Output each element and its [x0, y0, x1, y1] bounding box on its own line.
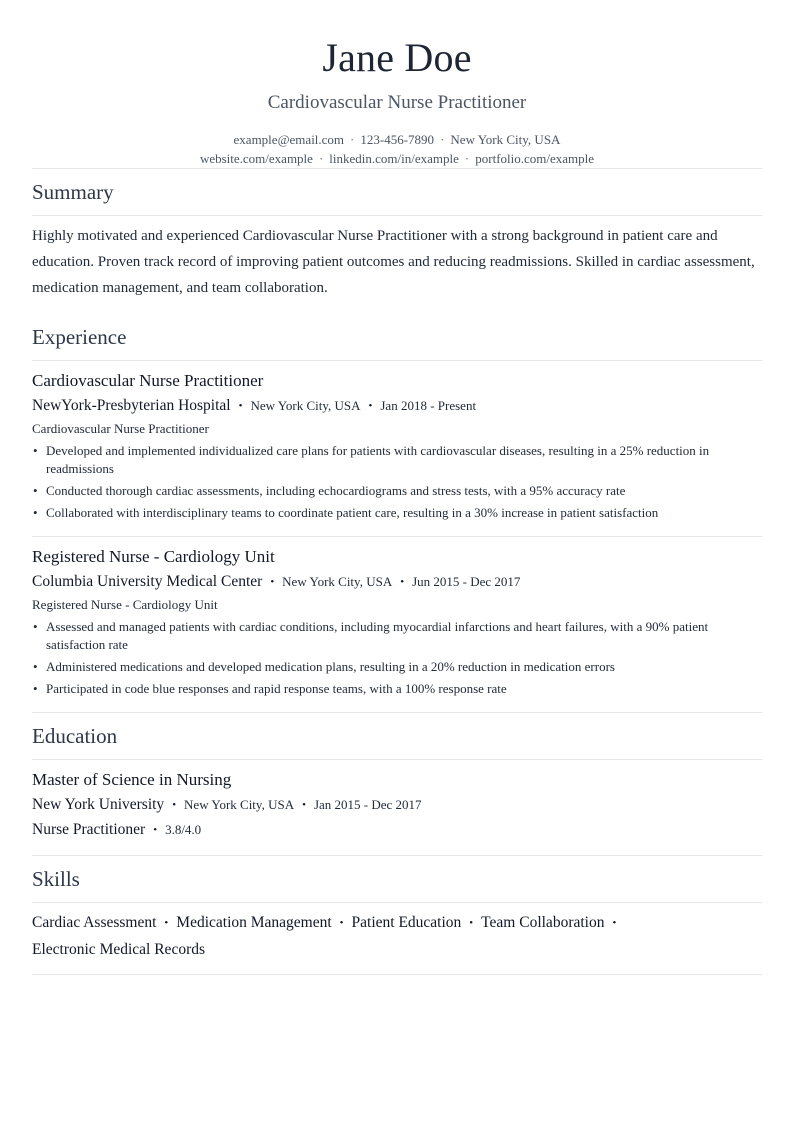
job-title: Cardiovascular Nurse Practitioner [32, 371, 264, 390]
summary-text: Highly motivated and experienced Cardiovascular Nurse Practitioner with a strong background in patient care and education. Proven track record of improving patient outcomes and reducing readmissions. Skilled in cardiac assessment, medication management, and team collaboration. [32, 228, 755, 296]
bullet-dot: • [612, 917, 617, 929]
skills-heading: Skills [32, 867, 80, 891]
contact-separator: · [350, 132, 355, 147]
job-location: New York City, USA [250, 398, 361, 413]
contact-portfolio-link[interactable]: portfolio.com/example [475, 151, 595, 166]
bullet-dot: • [153, 824, 158, 836]
achievement-item: • Collaborated with interdisciplinary teams to coordinate patient care, resulting in a 30% increase in patient satisfaction [32, 504, 762, 522]
job-organization: Columbia University Medical Center [32, 573, 263, 590]
achievement-item: • Administered medications and developed medication plans, resulting in a 20% reduction in medication errors [32, 658, 762, 676]
job-role: Registered Nurse - Cardiology Unit [32, 597, 218, 612]
education-institution: New York University [32, 796, 165, 813]
contact-separator: · [318, 151, 324, 166]
achievement-item: • Developed and implemented individualized care plans for patients with cardiovascular diseases, resulting in a 25% reduction in readmissions [32, 442, 762, 478]
contact-website-link[interactable]: website.com/example [199, 151, 313, 166]
education-specialty: Nurse Practitioner [32, 821, 146, 838]
bullet-dot: • [339, 917, 344, 929]
bullet-dot: • [270, 576, 275, 588]
skill-item: Electronic Medical Records [32, 941, 206, 958]
achievement-item: • Conducted thorough cardiac assessments, including echocardiograms and stress tests, with a 95% accuracy rate [32, 482, 762, 500]
contact-row-links [32, 149, 762, 168]
job-location: New York City, USA [282, 574, 393, 589]
job-meta [32, 396, 762, 417]
education-dates: Jan 2015 - Dec 2017 [313, 797, 422, 812]
education-meta [32, 795, 762, 816]
summary-heading: Summary [32, 180, 114, 204]
bullet-dot: • [302, 799, 306, 811]
job-dates: Jan 2018 - Present [380, 398, 477, 413]
job-achievements [32, 442, 762, 522]
bullet-dot: • [172, 799, 177, 811]
resume-header [32, 0, 762, 168]
skills-list [32, 903, 762, 974]
achievement-item: • Participated in code blue responses and rapid response teams, with a 100% response rate [32, 680, 762, 698]
education-detail [32, 820, 762, 841]
contact-row-primary [32, 130, 762, 149]
skill-item: Team Collaboration [481, 914, 605, 931]
education-gpa: 3.8/4.0 [165, 822, 202, 837]
job-title: Registered Nurse - Cardiology Unit [32, 547, 275, 566]
skill-item: Cardiac Assessment [32, 914, 157, 931]
job-role: Cardiovascular Nurse Practitioner [32, 421, 209, 436]
bullet-dot: • [400, 576, 405, 588]
bullet-dot: • [164, 917, 169, 929]
experience-entry [32, 537, 762, 712]
degree-title: Master of Science in Nursing [32, 770, 232, 789]
job-meta [32, 572, 762, 593]
contact-email[interactable]: example@email.com [233, 132, 345, 147]
job-organization: NewYork-Presbyterian Hospital [32, 397, 231, 414]
bullet-dot: • [469, 917, 474, 929]
job-achievements [32, 618, 762, 698]
experience-entry [32, 361, 762, 536]
education-entry [32, 760, 762, 855]
bullet-dot: • [368, 400, 373, 412]
experience-heading: Experience [32, 325, 127, 349]
contact-linkedin-link[interactable]: linkedin.com/in/example [329, 151, 459, 166]
contact-location: New York City, USA [450, 132, 561, 147]
candidate-title: Cardiovascular Nurse Practitioner [267, 92, 527, 113]
education-location: New York City, USA [184, 797, 295, 812]
candidate-name: Jane Doe [322, 35, 472, 80]
bullet-dot: • [238, 400, 243, 412]
job-dates: Jun 2015 - Dec 2017 [412, 574, 521, 589]
contact-separator: · [440, 132, 445, 147]
skill-item: Patient Education [351, 914, 462, 931]
skill-item: Medication Management [176, 914, 332, 931]
divider [32, 974, 762, 975]
contact-separator: · [464, 151, 470, 166]
education-heading: Education [32, 724, 118, 748]
achievement-item: • Assessed and managed patients with cardiac conditions, including myocardial infarctions and heart failures, with a 90% patient satisfaction rate [32, 618, 762, 654]
contact-phone[interactable]: 123-456-7890 [360, 132, 435, 147]
